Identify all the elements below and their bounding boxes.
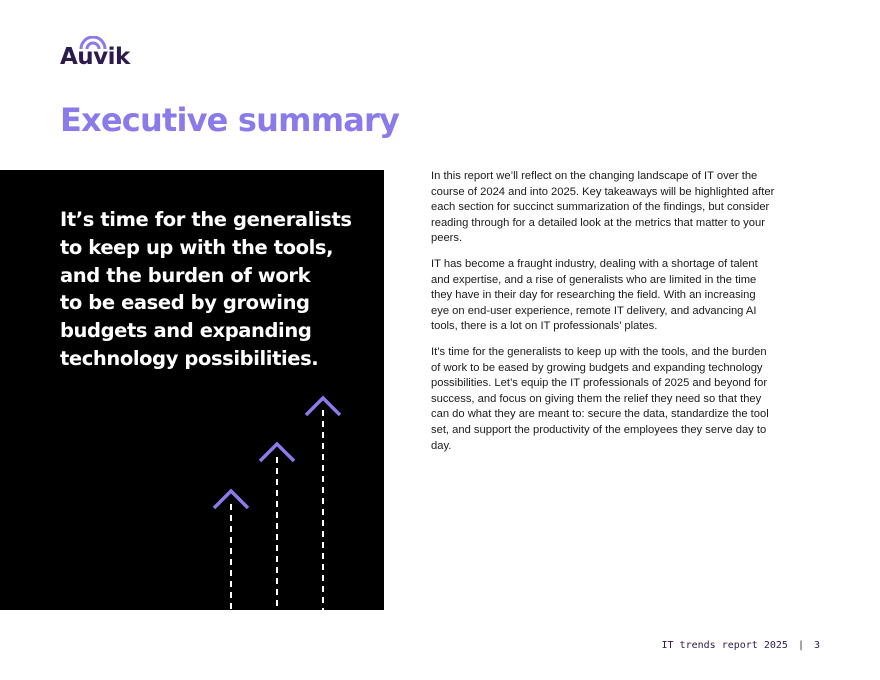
page-number: 3: [813, 640, 820, 651]
hero-quote-line: technology possibilities.: [60, 346, 319, 370]
body-paragraph: In this report we’ll reflect on the changing landscape of IT over the course of 2024 and into 2025. Key takeaways will be highlighted after each section for succinct summarization of the findings, but consider reading through for a detailed look at the metrics that matter to your peers.: [431, 170, 775, 245]
footer-report-name: IT trends report 2025: [661, 640, 788, 651]
hero-quote-line: It’s time for the generalists: [60, 208, 352, 231]
hero-quote-line: to be eased by growing: [60, 291, 310, 315]
hero-quote-line: budgets and expanding: [60, 319, 312, 343]
body-text: [431, 169, 776, 464]
auvik-logo: [60, 36, 130, 70]
footer-separator: |: [797, 640, 804, 651]
logo-text: Auvik: [60, 44, 130, 70]
page-footer: [662, 640, 821, 651]
body-paragraph: IT has become a fraught industry, dealing with a shortage of talent and expertise, and a rise of generalists who are limited in the time they have in their day for researching the field. With an increasing eye on end-user experience, remote IT delivery, and advancing AI tools, there is a lot on IT professionals’ plates.: [431, 257, 758, 333]
upward-arrows-icon: [0, 170, 384, 610]
hero-quote-line: to keep up with the tools,: [60, 235, 334, 259]
hero-panel: [0, 170, 384, 610]
body-paragraph: It’s time for the generalists to keep up with the tools, and the burden of work to be eased by growing budgets and expanding technology possibilities. Let’s equip the IT professionals of 2025 and beyond for success, and focus on giving them the relief they need so that they can do what they are meant to: secure the data, standardize the tool set, and support the productivity of the employees they serve day to day.: [431, 345, 769, 452]
page-title: Executive summary: [60, 101, 400, 139]
hero-quote-line: and the burden of work: [60, 263, 311, 287]
